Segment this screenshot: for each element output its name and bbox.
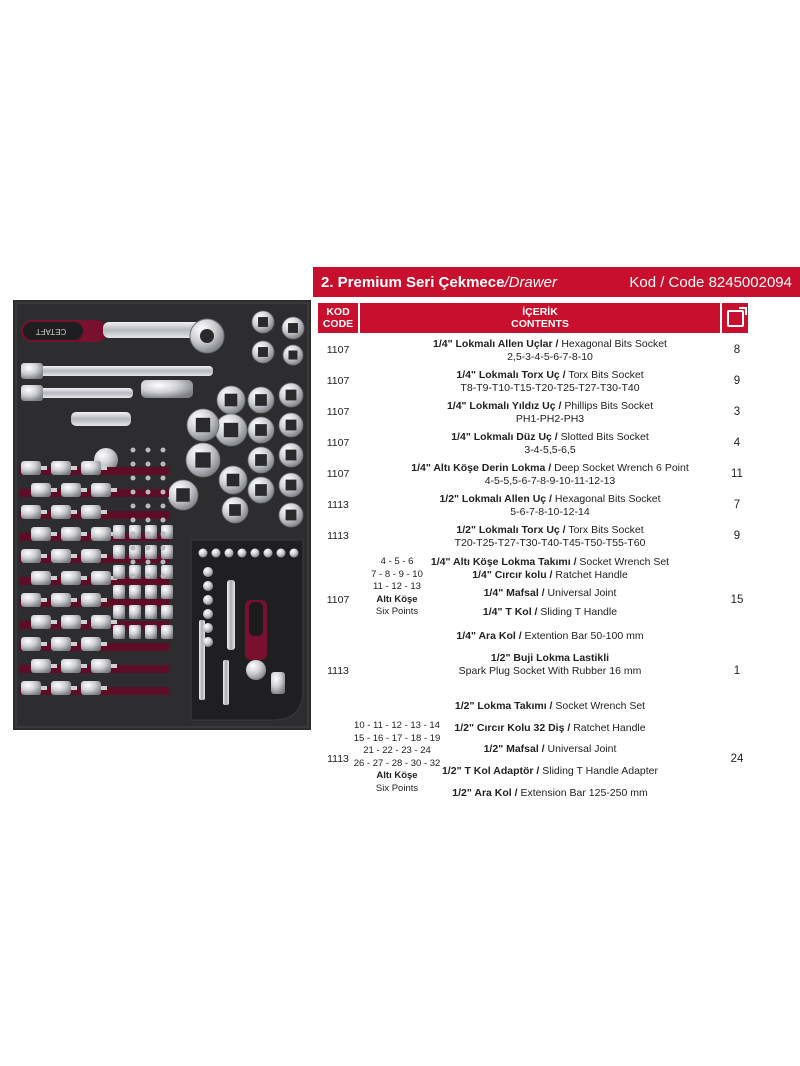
item-line: 1/4" T Kol / Sliding T Handle bbox=[482, 606, 618, 618]
handle-brand: CETAFT bbox=[35, 327, 67, 336]
item-line: 1/2" Lokma Takımı / Socket Wrench Set bbox=[454, 700, 646, 712]
row-quantity: 9 bbox=[733, 530, 741, 542]
row-quantity: 15 bbox=[730, 594, 744, 606]
row-code: 1107 bbox=[326, 375, 350, 387]
row-code: 1107 bbox=[326, 468, 350, 480]
row-quantity: 3 bbox=[733, 406, 741, 418]
row-quantity: 1 bbox=[733, 665, 741, 677]
row-code: 1107 bbox=[326, 344, 350, 356]
drawer-title: 2. Premium Seri Çekmece/Drawer bbox=[321, 273, 557, 291]
row-quantity: 9 bbox=[733, 375, 741, 387]
row-code: 1113 bbox=[327, 753, 349, 765]
item-description: 1/4" Lokmalı Allen Uçlar / Hexagonal Bits Socket 2,5-3-4-5-6-7-8-10 bbox=[433, 338, 667, 363]
row-code: 1107 bbox=[326, 437, 350, 449]
item-description: 1/4" Altı Köşe Derin Lokma / Deep Socket Wrench 6 Point 4-5-5,5-6-7-8-9-10-11-12-13 bbox=[411, 462, 689, 487]
extension-bar-long bbox=[23, 366, 213, 376]
row-code: 1113 bbox=[327, 499, 349, 511]
row-code: 1113 bbox=[327, 665, 349, 677]
item-line: 1/4" Cırcır kolu / Ratchet Handle bbox=[472, 569, 628, 581]
item-line: 1/2" T Kol Adaptör / Sliding T Handle Adapter bbox=[441, 765, 659, 777]
item-line: 1/4" Ara Kol / Extention Bar 50-100 mm bbox=[456, 630, 644, 642]
box-icon bbox=[727, 310, 744, 327]
item-line: 1/2" Cırcır Kolu 32 Diş / Ratchet Handle bbox=[454, 722, 646, 734]
row-code: 1107 bbox=[326, 594, 350, 606]
item-line: 1/2" Ara Kol / Extension Bar 125-250 mm bbox=[452, 787, 648, 799]
item-description: 1/4" Lokmalı Düz Uç / Slotted Bits Socket 3-4-5,5-6,5 bbox=[451, 431, 649, 456]
row-code: 1107 bbox=[326, 406, 350, 418]
row-quantity: 4 bbox=[733, 437, 741, 449]
drawer-title-bar bbox=[313, 267, 800, 297]
item-description: 1/2" Lokmalı Torx Uç / Torx Bits Socket T20-T25-T27-T30-T40-T45-T50-T55-T60 bbox=[454, 524, 646, 549]
column-header-quantity bbox=[722, 303, 748, 333]
row-code: 1113 bbox=[327, 530, 349, 542]
row-quantity: 24 bbox=[730, 753, 744, 765]
t-handle-adapter bbox=[71, 412, 131, 426]
column-header-contents: İÇERİK CONTENTS bbox=[360, 303, 720, 333]
item-line: 1/2" Buji Lokma Lastikli Spark Plug Socket With Rubber 16 mm bbox=[458, 652, 642, 677]
product-code: Kod / Code 8245002094 bbox=[629, 273, 792, 291]
item-line: 1/2" Mafsal / Universal Joint bbox=[483, 743, 617, 755]
universal-joint-large bbox=[141, 380, 193, 398]
row-quantity: 8 bbox=[733, 344, 741, 356]
item-description: 1/2" Lokmalı Allen Uç / Hexagonal Bits Socket 5-6-7-8-10-12-14 bbox=[439, 493, 661, 518]
row-quantity: 7 bbox=[733, 499, 741, 511]
row-quantity: 11 bbox=[731, 468, 743, 480]
socket-sizes: 10 - 11 - 12 - 13 - 14 15 - 16 - 17 - 18 - 19 21 - 22 - 23 - 24 26 - 27 - 28 - 30 - 32 Altı Köşe Six Points bbox=[353, 720, 441, 794]
item-line: 1/4" Altı Köşe Lokma Takımı / Socket Wrench Set bbox=[430, 556, 670, 568]
tool-tray-photo bbox=[13, 300, 311, 730]
item-description: 1/4" Lokmalı Yıldız Uç / Phillips Bits Socket PH1-PH2-PH3 bbox=[446, 400, 654, 425]
socket-sizes: 4 - 5 - 6 7 - 8 - 9 - 10 11 - 12 - 13 Altı Köşe Six Points bbox=[371, 556, 423, 617]
column-header-code: KOD CODE bbox=[318, 303, 358, 333]
item-line: 1/4" Mafsal / Universal Joint bbox=[483, 587, 617, 599]
item-description: 1/4" Lokmalı Torx Uç / Torx Bits Socket T8-T9-T10-T15-T20-T25-T27-T30-T40 bbox=[456, 369, 644, 394]
